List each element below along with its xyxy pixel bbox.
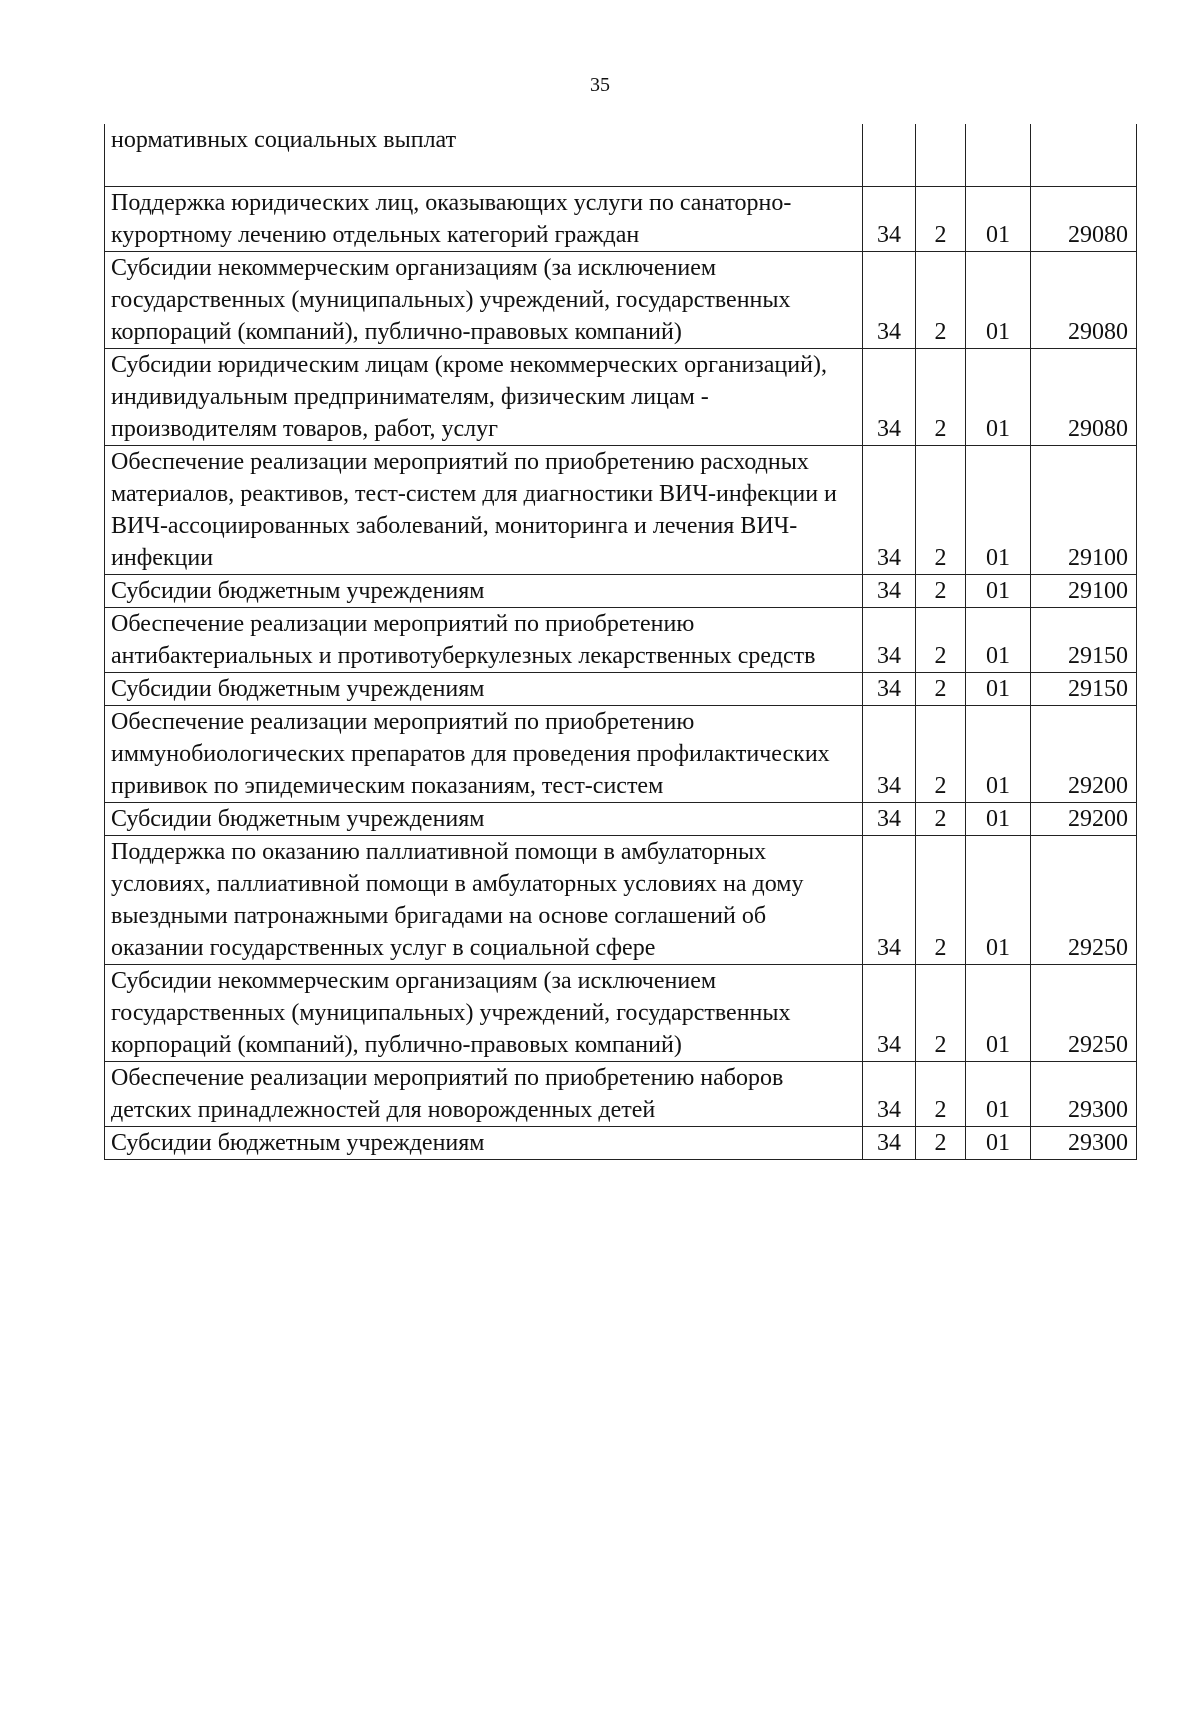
row-description: Поддержка по оказанию паллиативной помощи в амбулаторных условиях, паллиативной помощи в амбулаторных условиях на дому выездными патронажными бригадами на основе соглашений об оказании государственных услуг в социальной сфере: [105, 836, 863, 965]
table-row: [105, 575, 1137, 608]
row-code-1: [863, 124, 916, 187]
row-code-4: 29150: [1031, 608, 1137, 673]
row-description: Субсидии некоммерческим организациям (за исключением государственных (муниципальных) учреждений, государственных корпораций (компаний), публично-правовых компаний): [105, 965, 863, 1062]
table-row: [105, 608, 1137, 673]
row-code-2: 2: [916, 673, 966, 706]
row-description: Поддержка юридических лиц, оказывающих услуги по санаторно-курортному лечению отдельных категорий граждан: [105, 187, 863, 252]
table-row: [105, 124, 1137, 187]
row-description: Субсидии бюджетным учреждениям: [105, 803, 863, 836]
row-code-2: 2: [916, 803, 966, 836]
table-row: [105, 446, 1137, 575]
row-code-4: 29080: [1031, 349, 1137, 446]
row-code-1: 34: [863, 187, 916, 252]
row-code-4: 29080: [1031, 187, 1137, 252]
row-code-2: 2: [916, 446, 966, 575]
row-code-1: 34: [863, 252, 916, 349]
table-row: [105, 1062, 1137, 1127]
row-description: нормативных социальных выплат: [105, 124, 863, 187]
budget-classification-table: [104, 124, 1137, 1160]
row-code-1: 34: [863, 446, 916, 575]
row-code-2: 2: [916, 1127, 966, 1160]
row-code-2: 2: [916, 252, 966, 349]
table-row: [105, 706, 1137, 803]
row-code-3: [966, 124, 1031, 187]
row-description: Субсидии бюджетным учреждениям: [105, 673, 863, 706]
row-code-3: 01: [966, 673, 1031, 706]
row-code-1: 34: [863, 1062, 916, 1127]
row-code-2: [916, 124, 966, 187]
row-code-4: 29250: [1031, 965, 1137, 1062]
row-description: Обеспечение реализации мероприятий по приобретению иммунобиологических препаратов для проведения профилактических прививок по эпидемическим показаниям, тест-систем: [105, 706, 863, 803]
table-row: [105, 349, 1137, 446]
row-code-3: 01: [966, 1127, 1031, 1160]
row-description: Обеспечение реализации мероприятий по приобретению расходных материалов, реактивов, тест-систем для диагностики ВИЧ-инфекции и ВИЧ-ассоциированных заболеваний, мониторинга и лечения ВИЧ-инфекции: [105, 446, 863, 575]
row-code-1: 34: [863, 836, 916, 965]
row-code-1: 34: [863, 349, 916, 446]
row-code-2: 2: [916, 349, 966, 446]
row-description: Субсидии некоммерческим организациям (за исключением государственных (муниципальных) учреждений, государственных корпораций (компаний), публично-правовых компаний): [105, 252, 863, 349]
table-row: [105, 803, 1137, 836]
row-code-4: 29100: [1031, 446, 1137, 575]
table-row: [105, 673, 1137, 706]
row-code-3: 01: [966, 349, 1031, 446]
row-code-2: 2: [916, 706, 966, 803]
page-number: 35: [590, 74, 610, 96]
row-code-1: 34: [863, 608, 916, 673]
row-description: Субсидии бюджетным учреждениям: [105, 1127, 863, 1160]
row-code-2: 2: [916, 1062, 966, 1127]
row-code-2: 2: [916, 187, 966, 252]
row-code-3: 01: [966, 706, 1031, 803]
row-description: Субсидии юридическим лицам (кроме некоммерческих организаций), индивидуальным предпринимателям, физическим лицам - производителям товаров, работ, услуг: [105, 349, 863, 446]
table-row: [105, 836, 1137, 965]
row-code-4: 29300: [1031, 1062, 1137, 1127]
row-code-3: 01: [966, 608, 1031, 673]
row-code-2: 2: [916, 836, 966, 965]
row-code-4: 29200: [1031, 803, 1137, 836]
row-code-2: 2: [916, 575, 966, 608]
table-row: [105, 187, 1137, 252]
row-description: Обеспечение реализации мероприятий по приобретению наборов детских принадлежностей для новорожденных детей: [105, 1062, 863, 1127]
row-code-3: 01: [966, 965, 1031, 1062]
row-code-1: 34: [863, 706, 916, 803]
row-code-1: 34: [863, 803, 916, 836]
row-code-2: 2: [916, 965, 966, 1062]
row-code-3: 01: [966, 803, 1031, 836]
row-code-4: 29300: [1031, 1127, 1137, 1160]
row-code-1: 34: [863, 575, 916, 608]
row-code-3: 01: [966, 252, 1031, 349]
row-description: Субсидии бюджетным учреждениям: [105, 575, 863, 608]
row-code-3: 01: [966, 187, 1031, 252]
row-code-4: 29250: [1031, 836, 1137, 965]
row-code-2: 2: [916, 608, 966, 673]
row-code-3: 01: [966, 446, 1031, 575]
row-description: Обеспечение реализации мероприятий по приобретению антибактериальных и противотуберкулезных лекарственных средств: [105, 608, 863, 673]
row-code-4: [1031, 124, 1137, 187]
row-code-4: 29080: [1031, 252, 1137, 349]
row-code-4: 29200: [1031, 706, 1137, 803]
row-code-1: 34: [863, 1127, 916, 1160]
table-row: [105, 965, 1137, 1062]
row-code-3: 01: [966, 575, 1031, 608]
row-code-4: 29100: [1031, 575, 1137, 608]
table-row: [105, 1127, 1137, 1160]
row-code-1: 34: [863, 965, 916, 1062]
row-code-1: 34: [863, 673, 916, 706]
row-code-4: 29150: [1031, 673, 1137, 706]
table-row: [105, 252, 1137, 349]
row-code-3: 01: [966, 1062, 1031, 1127]
row-code-3: 01: [966, 836, 1031, 965]
